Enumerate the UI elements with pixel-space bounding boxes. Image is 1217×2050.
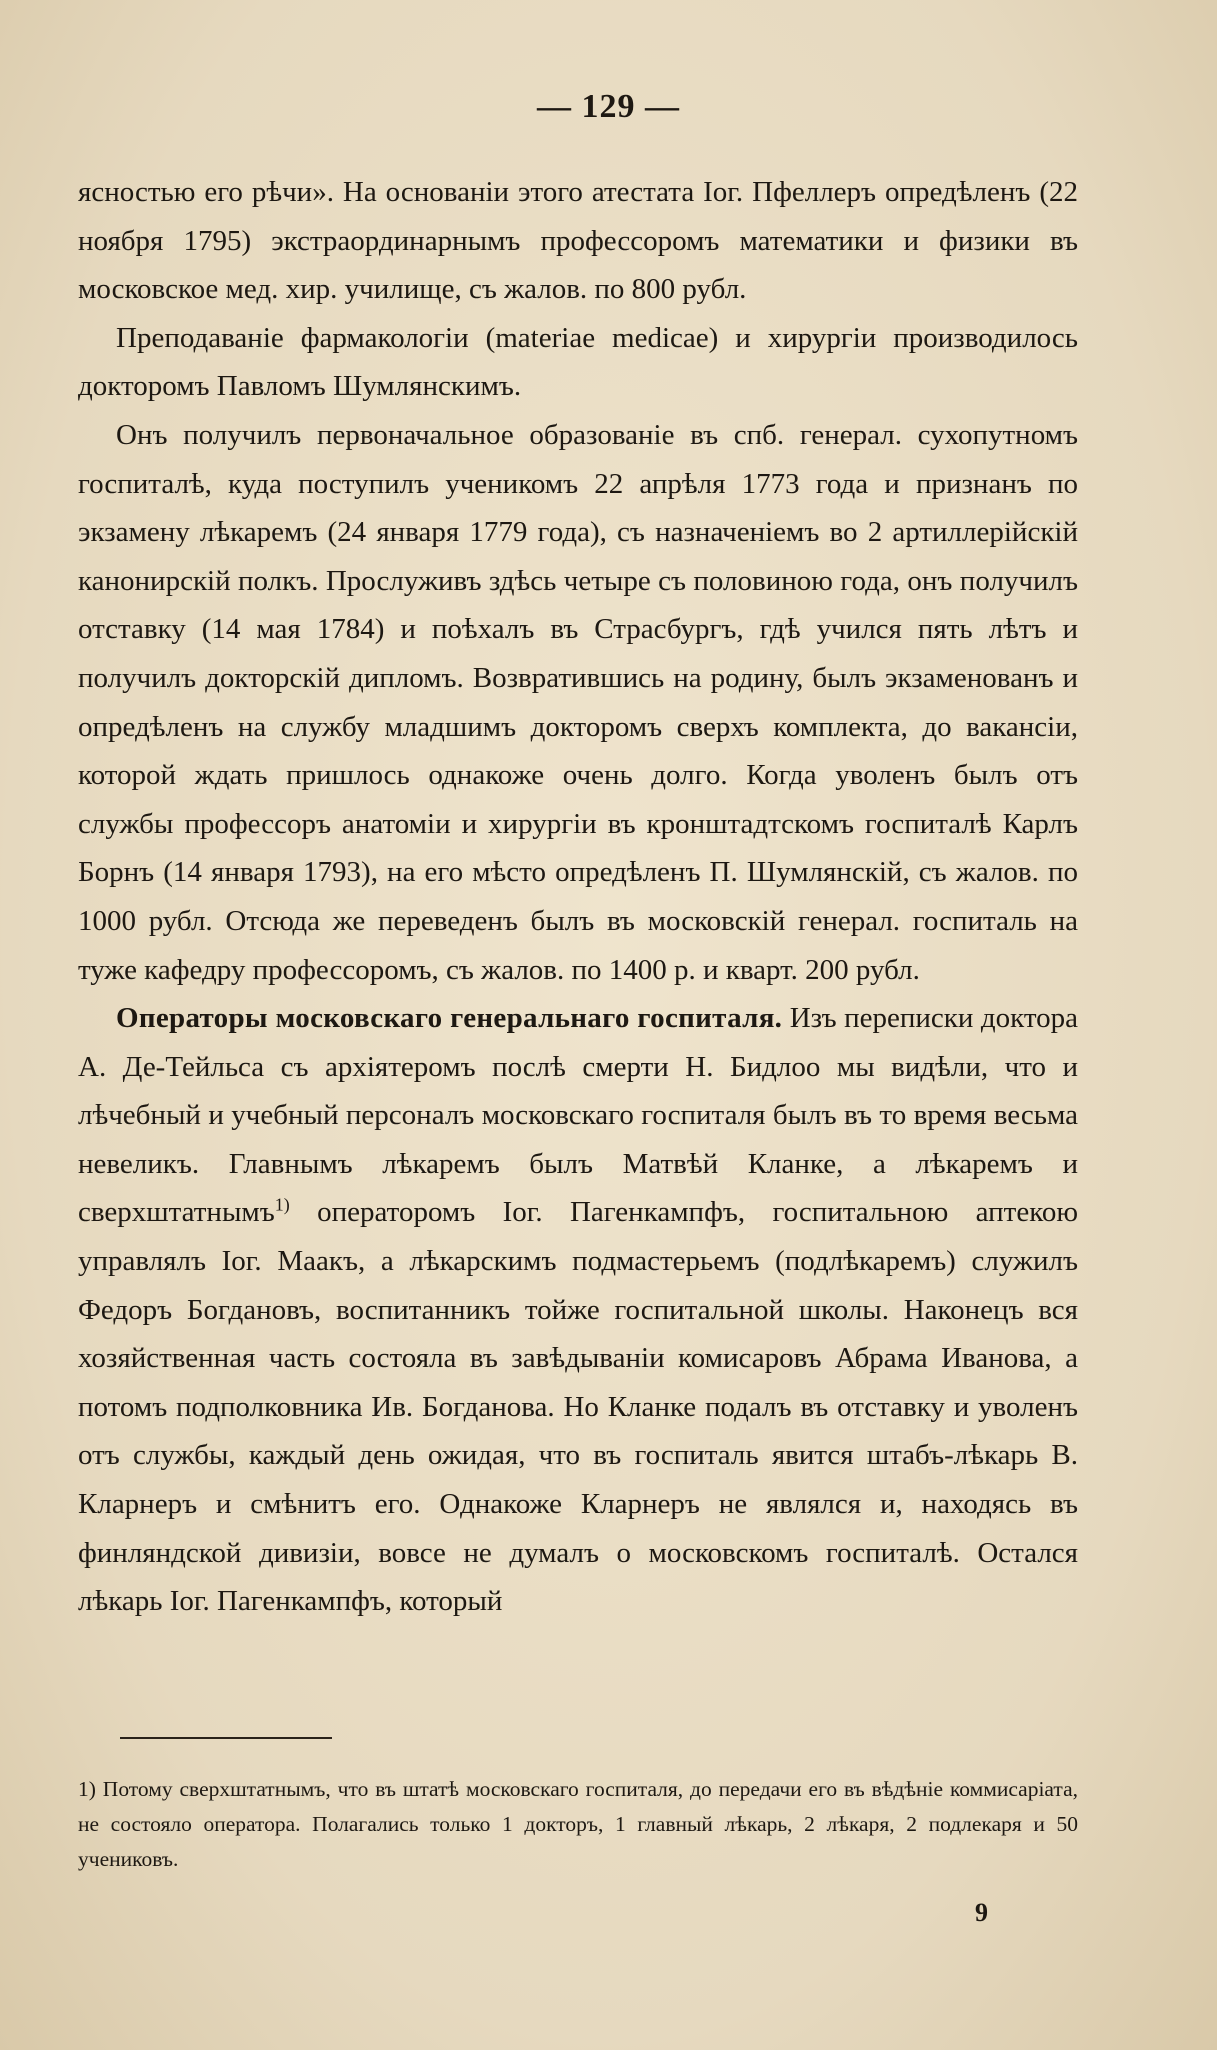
section-heading: Операторы московскаго генеральнаго госпиталя. [116,1002,783,1035]
paragraph-4-text-b: операторомъ Іог. Пагенкампфъ, госпитальною аптекою управлялъ Іог. Маакъ, а лѣкарскимъ подмастерьемъ (подлѣкаремъ) служилъ Федоръ Богдановъ, воспитанникъ тойже госпитальной школы. Наконецъ вся хозяйственная часть состояла въ завѣдываніи комисаровъ Абрама Иванова, а потомъ подполковника Ив. Богданова. Но Кланке подалъ въ отставку и уволенъ отъ службы, каждый день ожидая, что въ госпиталь явится штабъ-лѣкарь В. Кларнеръ и смѣнитъ его. Однакоже Кларнеръ не являлся и, находясь въ финляндской дивизіи, вовсе не думалъ о московскомъ госпиталѣ. Остался лѣкарь Іог. Пагенкампфъ, который [78,1196,1078,1618]
paragraph-1: ясностью его рѣчи». На основаніи этого атестата Іог. Пфеллеръ опредѣленъ (22 ноября 1795) экстраординарнымъ профессоромъ математики и физики въ московское мед. хир. училище, съ жалов. по 800 рубл. [78,176,1078,306]
paragraph-2: Преподаваніе фармакологіи (materiae medicae) и хирургіи производилось докторомъ Павломъ Шумлянскимъ. [78,321,1078,403]
footnote-reference: 1) [274,1194,290,1215]
body-text [78,168,1078,1626]
page-number: — 129 — [537,88,680,125]
paragraph-4-text-a: Изъ переписки доктора А. Де-Тейльса съ архіятеромъ послѣ смерти Н. Бидлоо мы видѣли, что и лѣчебный и учебный персоналъ московскаго госпиталя былъ въ то время весьма невеликъ. Главнымъ лѣкаремъ былъ Матвѣй Кланке, а лѣкаремъ и сверхштатнымъ [78,1002,1078,1229]
footnote-marker: 1) [78,1777,96,1801]
footnote [78,1772,1078,1877]
paragraph-4 [78,994,1078,1626]
footnote-text: Потому сверхштатнымъ, что въ штатѣ московскаго госпиталя, до передачи его въ вѣдѣніе коммисаріата, не состояло оператора. Полагались только 1 докторъ, 1 главный лѣкарь, 2 лѣкаря, 2 подлекаря и 50 учениковъ. [78,1777,1078,1871]
footnote-divider [120,1737,332,1739]
paragraph-3: Онъ получилъ первоначальное образованіе въ спб. генерал. сухопутномъ госпиталѣ, куда поступилъ ученикомъ 22 апрѣля 1773 года и признанъ по экзамену лѣкаремъ (24 января 1779 года), съ назначеніемъ во 2 артиллерійскій канонирскій полкъ. Прослуживъ здѣсь четыре съ половиною года, онъ получилъ отставку (14 мая 1784) и поѣхалъ въ Страсбургъ, гдѣ учился пять лѣтъ и получилъ докторскій дипломъ. Возвратившись на родину, былъ экзаменованъ и опредѣленъ на службу младшимъ докторомъ сверхъ комплекта, до вакансіи, которой ждать пришлось однакоже очень долго. Когда уволенъ былъ отъ службы профессоръ анатоміи и хирургіи въ кронштадтскомъ госпиталѣ Карлъ Борнъ (14 января 1793), на его мѣсто опредѣленъ П. Шумлянскій, съ жалов. по 1000 рубл. Отсюда же переведенъ былъ въ московскій генерал. госпиталь на туже кафедру профессоромъ, съ жалов. по 1400 р. и кварт. 200 рубл. [78,418,1078,986]
signature-mark: 9 [975,1898,988,1927]
